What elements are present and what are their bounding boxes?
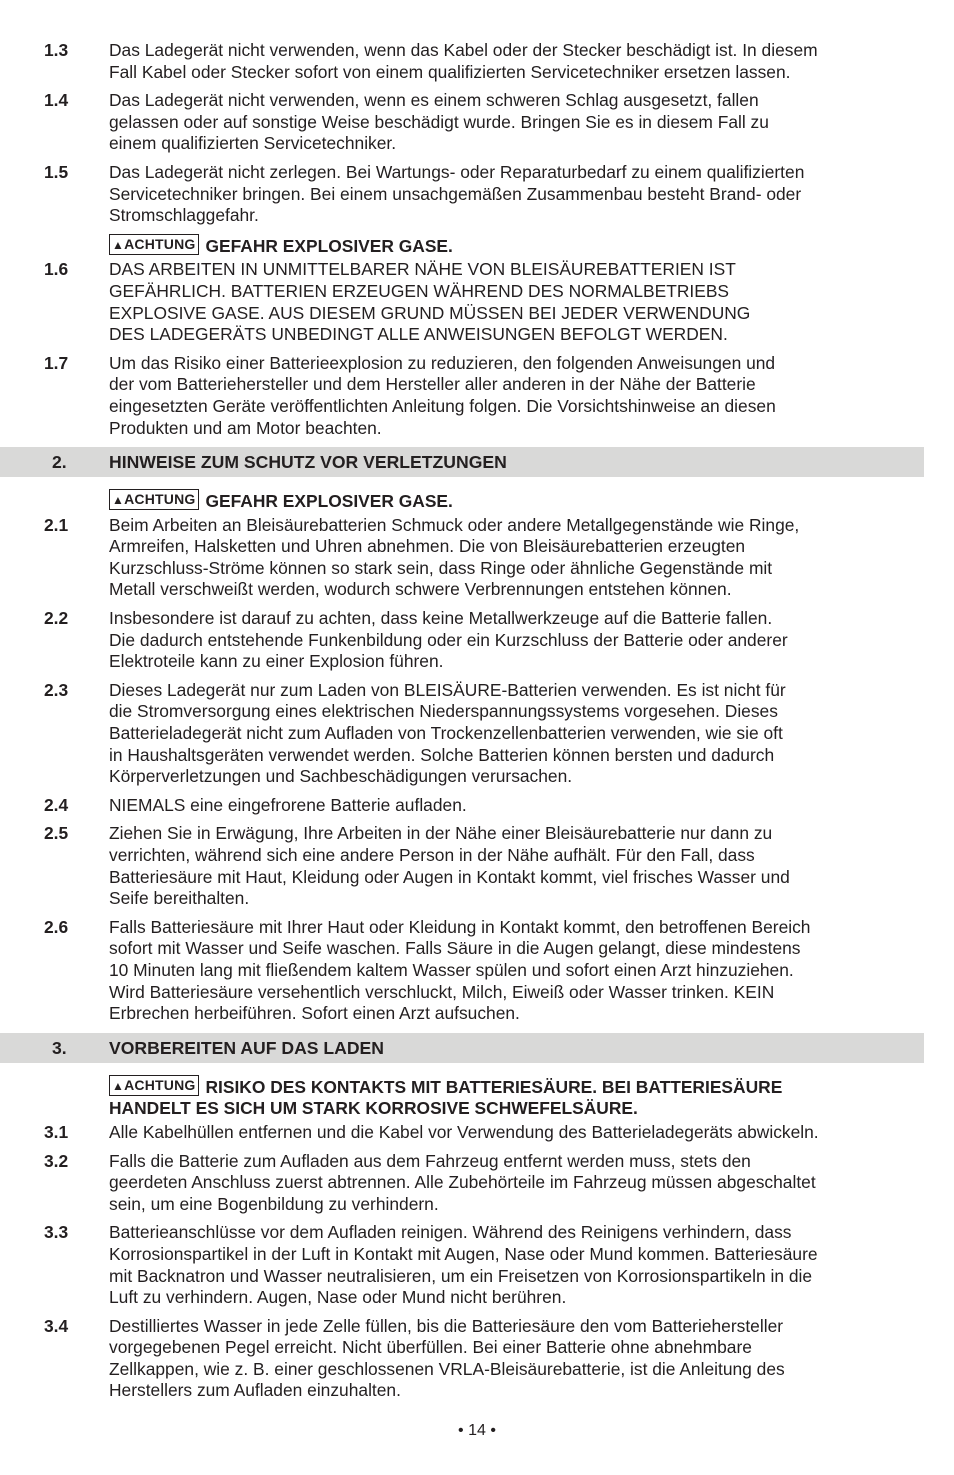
- list-item: [44, 162, 910, 227]
- item-text: Beim Arbeiten an Bleisäurebatterien Schmuck oder andere Metallgegenstände wie Ringe, Armreifen, Halsketten und Uhren abnehmen. Die von Bleisäurebatterien erzeugten Kurzschluss-Ströme können so stark sein, dass Ringe oder ähnliche Gegenstände mit Metall verschweißt werden, wodurch schwere Verbrennungen entstehen können.: [109, 514, 800, 600]
- warning-triangle-icon: ▲: [112, 237, 125, 252]
- warning-badge: ▲ACHTUNG: [109, 489, 199, 510]
- list-item: [44, 515, 910, 601]
- warning-block-1: [44, 234, 910, 258]
- item-text: Um das Risiko einer Batterieexplosion zu reduzieren, den folgenden Anweisungen und der vom Batteriehersteller und dem Hersteller aller anderen in der Nähe der Batterie eingesetzten Geräte veröffentlichten Anleitung folgen. Die Vorsichtshinweise an diesen Produkten und am Motor beachten.: [109, 352, 776, 438]
- item-text: Falls die Batterie zum Aufladen aus dem Fahrzeug entfernt werden muss, stets den geerdeten Anschluss zuerst abtrennen. Alle Zubehörteile im Fahrzeug müssen abgeschaltet sein, um eine Bogenbildung zu verhindern.: [109, 1150, 816, 1214]
- list-item: [44, 353, 910, 439]
- item-text: Insbesondere ist darauf zu achten, dass keine Metallwerkzeuge auf die Batterie fallen. Die dadurch entstehende Funkenbildung oder ein Kurzschluss der Batterie oder anderer Elektroteile kann zu einer Explosion führen.: [109, 608, 788, 672]
- item-number: 3.2: [44, 1150, 69, 1171]
- warning-text: RISIKO DES KONTAKTS MIT BATTERIESÄURE. BEI BATTERIESÄURE HANDELT ES SICH UM STARK KORROSIVE SCHWEFELSÄURE.: [109, 1076, 783, 1119]
- list-item: [44, 1151, 910, 1216]
- item-text: Das Ladegerät nicht verwenden, wenn das Kabel oder der Stecker beschädigt ist. In diesem Fall Kabel oder Stecker sofort von einem qualifizierten Servicetechniker ersetzen lassen.: [109, 40, 818, 82]
- item-text: DAS ARBEITEN IN UNMITTELBARER NÄHE VON BLEISÄUREBATTERIEN IST GEFÄHRLICH. BATTERIEN ERZEUGEN WÄHREND DES NORMALBETRIEBS EXPLOSIVE GASE. AUS DIESEM GRUND MÜSSEN BEI JEDER VERWENDUNG DES LADEGERÄTS UNBEDINGT ALLE ANWEISUNGEN BEFOLGT WERDEN.: [109, 259, 751, 345]
- list-item: [44, 823, 910, 909]
- list-item: [44, 917, 910, 1025]
- item-text: Destilliertes Wasser in jede Zelle füllen, bis die Batteriesäure den vom Batteriehersteller vorgegebenen Pegel erreicht. Nicht überfüllen. Bei einer Batterie ohne abnehmbare Zellkappen, wie z. B. einer geschlossenen VRLA-Bleisäurebatterie, ist die Anleitung des Herstellers zum Aufladen einzuhalten.: [109, 1315, 785, 1401]
- page-number: • 14 •: [458, 1422, 496, 1439]
- section-title: HINWEISE ZUM SCHUTZ VOR VERLETZUNGEN: [109, 452, 507, 473]
- section-title: VORBEREITEN AUF DAS LADEN: [109, 1037, 384, 1058]
- item-number: 2.2: [44, 608, 69, 629]
- item-number: 1.7: [44, 352, 69, 373]
- list-item: [44, 608, 910, 673]
- item-number: 1.6: [44, 259, 69, 280]
- item-text: Batterieanschlüsse vor dem Aufladen reinigen. Während des Reinigens verhindern, dass Korrosionspartikel in der Luft in Kontakt mit Augen, Nase oder Mund kommen. Batteriesäure mit Backnatron und Wasser neutralisieren, um ein Freisetzen von Korrosionspartikeln in die Luft zu verhindern. Augen, Nase oder Mund nicht berühren.: [109, 1222, 818, 1308]
- list-item: [44, 40, 910, 83]
- item-group-d: [44, 1122, 910, 1402]
- list-item: [44, 680, 910, 788]
- warning-block-2: [44, 489, 910, 513]
- item-text: NIEMALS eine eingefrorene Batterie aufladen.: [109, 794, 467, 815]
- item-number: 1.4: [44, 90, 69, 111]
- warning-text: GEFAHR EXPLOSIVER GASE.: [205, 235, 453, 256]
- list-item: [44, 90, 910, 155]
- item-group-a: [44, 40, 910, 227]
- item-number: 2.4: [44, 794, 69, 815]
- item-number: 1.3: [44, 40, 69, 60]
- item-number: 2.6: [44, 916, 69, 937]
- page-content: [44, 40, 910, 1409]
- warning-badge: ▲ACHTUNG: [109, 234, 199, 255]
- list-item: [44, 1122, 910, 1144]
- warning-badge: ▲ACHTUNG: [109, 1075, 199, 1096]
- item-number: 2.1: [44, 514, 69, 535]
- item-number: 3.3: [44, 1222, 69, 1243]
- list-item: [44, 1222, 910, 1308]
- list-item: [44, 259, 910, 345]
- section-number: 2.: [52, 452, 67, 473]
- item-text: Ziehen Sie in Erwägung, Ihre Arbeiten in der Nähe einer Bleisäurebatterie nur dann zu verrichten, während sich eine andere Person in der Nähe aufhält. Für den Fall, dass Batteriesäure mit Haut, Kleidung oder Augen in Kontakt kommt, viel frisches Wasser und Seife bereithalten.: [109, 823, 790, 909]
- section-header-3: [0, 1033, 924, 1063]
- item-text: Das Ladegerät nicht verwenden, wenn es einem schweren Schlag ausgesetzt, fallen gelassen oder auf sonstige Weise beschädigt wurde. Bringen Sie es in diesem Fall zu einem qualifizierten Servicetechniker.: [109, 90, 769, 154]
- item-group-b: [44, 259, 910, 439]
- item-number: 2.3: [44, 679, 69, 700]
- list-item: [44, 1316, 910, 1402]
- section-number: 3.: [52, 1037, 67, 1058]
- item-number: 3.1: [44, 1121, 69, 1142]
- list-item: [44, 795, 910, 817]
- item-text: Alle Kabelhüllen entfernen und die Kabel vor Verwendung des Batterieladegeräts abwickeln.: [109, 1121, 819, 1142]
- warning-text: GEFAHR EXPLOSIVER GASE.: [205, 491, 453, 512]
- section-header-2: [0, 447, 924, 477]
- item-text: Falls Batteriesäure mit Ihrer Haut oder Kleidung in Kontakt kommt, den betroffenen Bereich sofort mit Wasser und Seife waschen. Falls Säure in die Augen gelangt, diese mindestens 10 Minuten lang mit fließendem kaltem Wasser spülen und sofort einen Arzt hinzuziehen. Wird Batteriesäure versehentlich verschluckt, Milch, Eiweiß oder Wasser trinken. KEIN Erbrechen herbeiführen. Sofort einen Arzt aufsuchen.: [109, 916, 811, 1024]
- item-number: 2.5: [44, 823, 69, 844]
- warning-triangle-icon: ▲: [112, 493, 125, 508]
- item-text: Dieses Ladegerät nur zum Laden von BLEISÄURE-Batterien verwenden. Es ist nicht für die Stromversorgung eines elektrischen Niederspannungssystems vorgesehen. Dieses Batterieladegerät nicht zum Aufladen von Trockenzellenbatterien verwenden, wie sie oft in Haushaltsgeräten verwendet werden. Solche Batterien können bersten und dadurch Körperverletzungen und Sachbeschädigungen verursachen.: [109, 679, 786, 787]
- item-number: 3.4: [44, 1315, 69, 1336]
- warning-triangle-icon: ▲: [112, 1078, 125, 1093]
- item-text: Das Ladegerät nicht zerlegen. Bei Wartungs- oder Reparaturbedarf zu einem qualifizierten Servicetechniker bringen. Bei einem unsachgemäßen Zusammenbau besteht Brand- oder Stromschlaggefahr.: [109, 161, 805, 226]
- warning-block-3: [44, 1075, 910, 1120]
- item-group-c: [44, 515, 910, 1025]
- item-number: 1.5: [44, 161, 69, 182]
